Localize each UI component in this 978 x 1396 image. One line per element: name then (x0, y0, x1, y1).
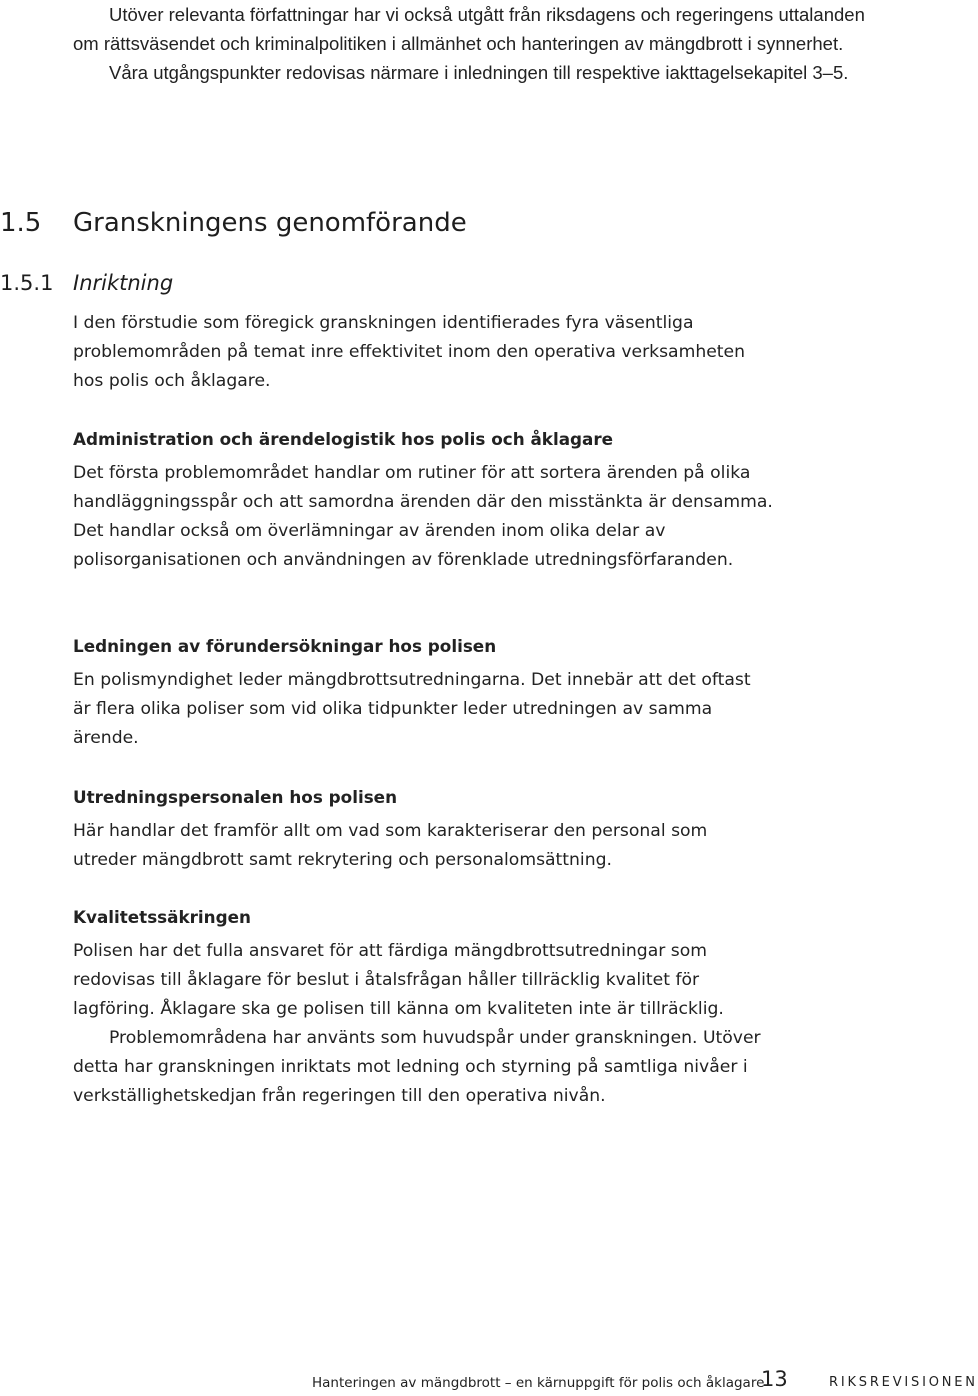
topic-heading: Ledningen av förundersökningar hos polisen (73, 636, 497, 656)
section-title: Granskningens genomförande (73, 208, 467, 238)
topic-block-kvalitetssakring (73, 903, 773, 1111)
topic-text: Polisen har det fulla ansvaret för att färdiga mängdbrottsutredningar som redovisas till åklagare för beslut i åtalsfrågan håller tillräcklig kvalitet för lagföring. Åklagare ska ge polisen till känna om kvaliteten inte är tillräcklig. (73, 941, 724, 1019)
section-number: 1.5 (0, 208, 42, 238)
intro-paragraph-2: Våra utgångspunkter redovisas närmare i inledningen till respektive iakttagelsekapitel 3–5. (109, 62, 849, 83)
topic-text-continued: Problemområdena har använts som huvudspår under granskningen. Utöver detta har granskningen inriktats mot ledning och styrning på samtliga nivåer i verkställighetskedjan från regeringen till den operativa nivån. (73, 1028, 761, 1106)
inriktning-paragraph: I den förstudie som föregick granskningen identifierades fyra väsentliga problemområden på temat inre effektivitet inom den operativa verksamheten hos polis och åklagare. (73, 313, 746, 391)
intro-paragraph-1: Utöver relevanta författningar har vi också utgått från riksdagens och regeringens uttalanden om rättsväsendet och kriminalpolitiken i allmänhet och hanteringen av mängdbrott i synnerhet. (73, 4, 865, 54)
topic-text: En polismyndighet leder mängdbrottsutredningarna. Det innebär att det oftast är flera olika poliser som vid olika tidpunkter leder utredningen av samma ärende. (73, 670, 751, 748)
footer-organization: RIKSREVISIONEN (829, 1375, 978, 1390)
topic-block-ledning (73, 632, 773, 753)
page-footer (0, 1366, 978, 1396)
topic-text: Här handlar det framför allt om vad som karakteriserar den personal som utreder mängdbrott samt rekrytering och personalomsättning. (73, 821, 708, 870)
topic-heading: Administration och ärendelogistik hos polis och åklagare (73, 429, 614, 449)
subsection-title: Inriktning (73, 271, 174, 295)
subsection-heading (0, 266, 173, 300)
page-number: 13 (761, 1367, 788, 1391)
inriktning-block (73, 309, 773, 396)
topic-heading: Utredningspersonalen hos polisen (73, 787, 398, 807)
intro-text (73, 0, 893, 87)
topic-block-utredningspersonal (73, 783, 773, 875)
footer-title: Hanteringen av mängdbrott – en kärnuppgift för polis och åklagare (312, 1375, 765, 1391)
subsection-number: 1.5.1 (0, 271, 54, 295)
topic-text: Det första problemområdet handlar om rutiner för att sortera ärenden på olika handläggningsspår och att samordna ärenden där den misstänkta är densamma. Det handlar också om överlämningar av ärenden inom olika delar av polisorganisationen och användningen av förenklade utredningsförfaranden. (73, 463, 773, 570)
topic-block-administration (73, 425, 773, 575)
section-heading (0, 203, 467, 243)
topic-heading: Kvalitetssäkringen (73, 907, 251, 927)
